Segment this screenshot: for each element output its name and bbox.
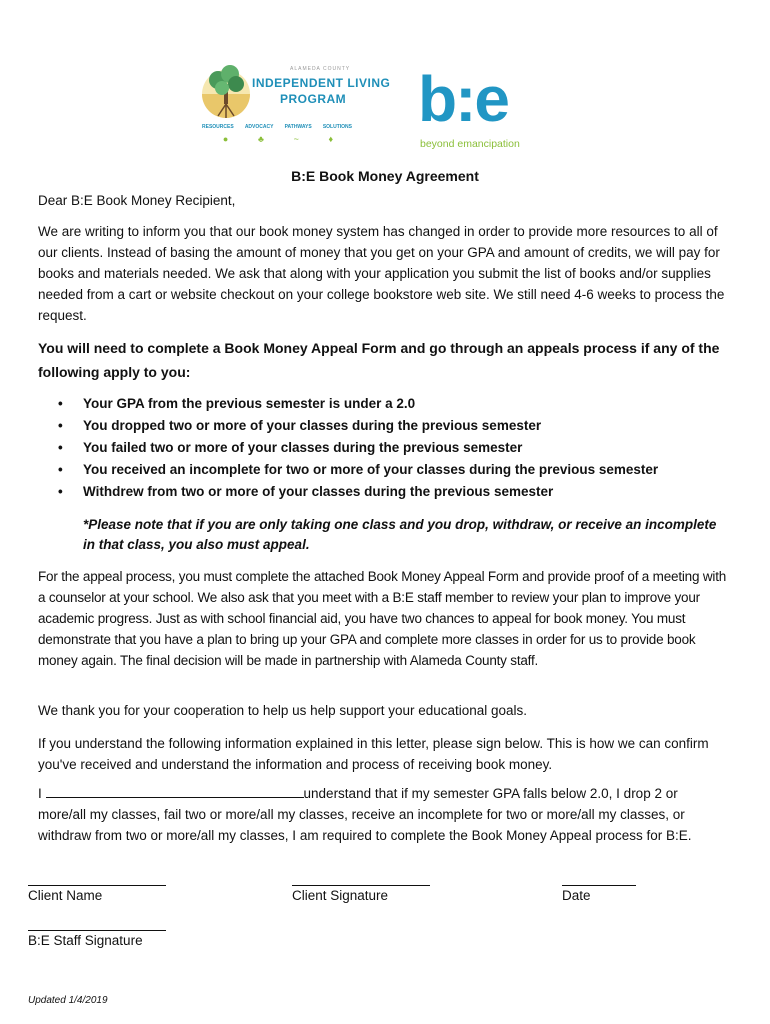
sign-instructions: If you understand the following information explained in this letter, please sign below. This is how we can confirm you've received and understand the information and process of receiving book money. [38, 736, 709, 772]
appeal-intro: You will need to complete a Book Money Appeal Form and go through an appeals process if any of the following apply to you: [38, 340, 720, 380]
ilp-logo [200, 62, 391, 152]
client-name-label: Client Name [28, 888, 103, 903]
ilp-pillars [202, 124, 352, 130]
appeal-process-paragraph: For the appeal process, you must complete the attached Book Money Appeal Form and provide proof of a meeting with a counselor at your school. We also ask that you meet with a B:E staff member to review your plan to improve your academic progress. Just as with school financial aid, you have two chances to appeal for book money. You must demonstrate that you have a plan to bring up your GPA and complete more classes in order for us to provide book money again. The final decision will be made in partnership with Alameda County staff. [38, 569, 727, 668]
date-line[interactable] [562, 885, 636, 886]
ack-prefix: I [38, 786, 42, 801]
ilp-top-label: ALAMEDA COUNTY [290, 66, 351, 72]
criteria-item: • You dropped two or more of your classes during the previous semester [58, 415, 658, 437]
appeal-criteria-list [58, 393, 658, 503]
client-signature-label: Client Signature [292, 888, 389, 903]
client-signature-line[interactable] [292, 885, 430, 886]
criteria-item: • You failed two or more of your classes during the previous semester [58, 437, 658, 459]
bulb-icon: ♦ [328, 134, 334, 144]
acknowledgement [38, 783, 728, 846]
ilp-pillar-icons [208, 134, 348, 144]
pin-icon: ● [222, 134, 229, 144]
intro-paragraph: We are writing to inform you that our book money system has changed in order to provide more resources to all of our clients. Instead of basing the amount of money that you get on your GPA and amount of credits, we will pay for books and materials needed. We ask that along with your application you submit the list of books and/or supplies needed from a cart or website checkout on your college bookstore web site. We still need 4-6 weeks to process the request. [38, 224, 725, 323]
hands-icon: ♣ [257, 134, 264, 144]
criteria-item: • Your GPA from the previous semester is under a 2.0 [58, 393, 658, 415]
ilp-pillar: PATHWAYS [284, 124, 312, 130]
salutation: Dear B:E Book Money Recipient, [38, 193, 236, 208]
criteria-item: • You received an incomplete for two or more of your classes during the previous semester [58, 459, 658, 481]
name-blank-field[interactable] [46, 783, 304, 798]
document-title: B:E Book Money Agreement [291, 168, 479, 184]
criteria-item: • Withdrew from two or more of your classes during the previous semester [58, 481, 658, 503]
ilp-pillar: SOLUTIONS [322, 124, 352, 130]
ilp-line2: PROGRAM [280, 92, 347, 106]
be-logo [418, 63, 538, 156]
staff-signature-line[interactable] [28, 930, 166, 931]
thanks-line: We thank you for your cooperation to help us help support your educational goals. [38, 703, 528, 718]
ack-text: understand that if my semester GPA falls below 2.0, I drop 2 or more/all my classes, fail two or more/all my classes, receive an incomplete for two or more/all my classes, or withdraw from two or more/all my classes, I am required to complete the Book Money Appeal process for B:E. [38, 786, 692, 843]
updated-date: Updated 1/4/2019 [28, 995, 108, 1006]
staff-signature-label: B:E Staff Signature [28, 933, 143, 948]
ilp-pillar: RESOURCES [202, 124, 234, 130]
appeal-note: *Please note that if you are only taking one class and you drop, withdraw, or receive an incomplete in that class, you also must appeal. [83, 517, 717, 552]
be-tagline: beyond emancipation [420, 138, 520, 150]
ilp-pillar: ADVOCACY [244, 124, 274, 130]
path-icon: ~ [293, 134, 299, 144]
date-label: Date [562, 888, 591, 903]
ilp-line1: INDEPENDENT LIVING [252, 76, 391, 90]
client-name-line[interactable] [28, 885, 166, 886]
be-mark: b:e [418, 63, 508, 135]
